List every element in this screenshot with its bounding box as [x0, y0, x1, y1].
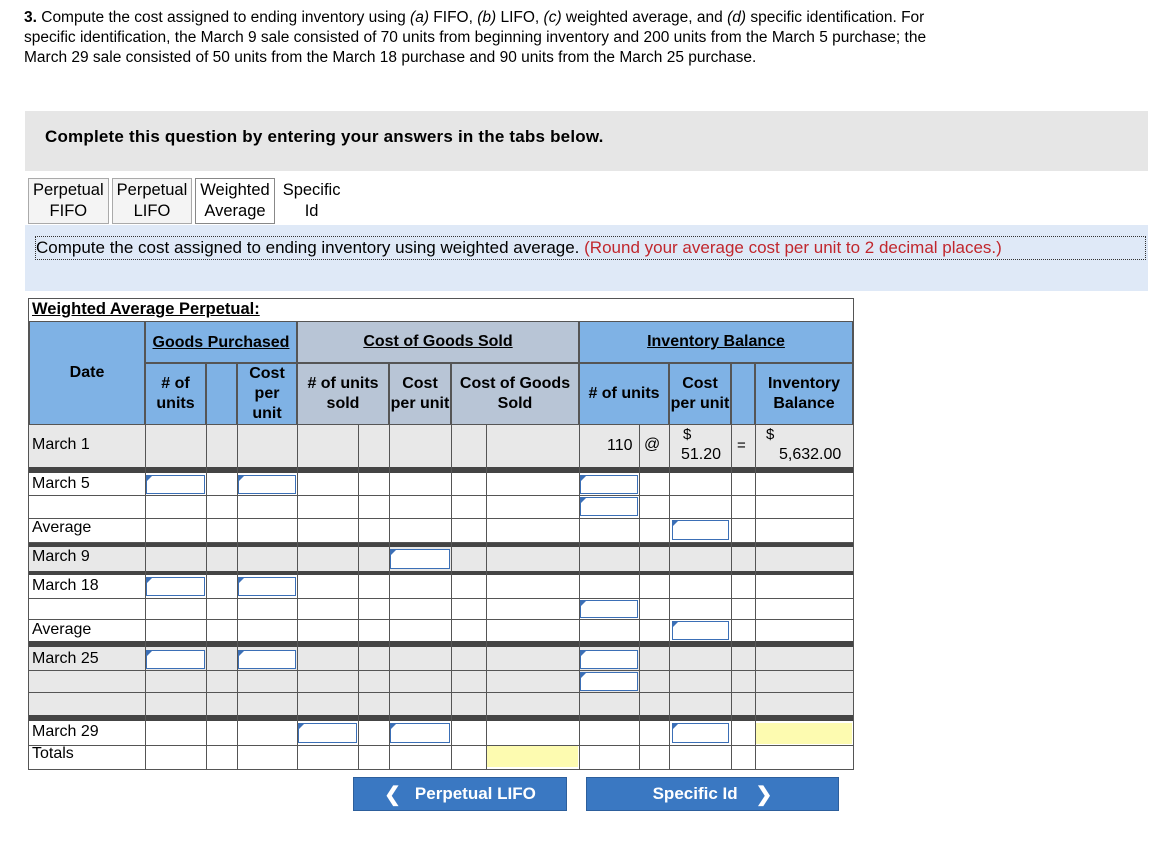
grid-line	[358, 425, 359, 769]
march1-cost-per-unit: 51.20	[681, 446, 722, 463]
ending-inventory-balance-output	[756, 723, 852, 744]
grid-line	[29, 598, 853, 599]
average-cost-per-unit-input-1[interactable]	[672, 520, 729, 540]
at-symbol: @	[644, 436, 661, 453]
grid-line	[639, 425, 640, 769]
row-label-march1: March 1	[32, 436, 90, 453]
next-tab-button[interactable]: Specific Id ❯	[586, 777, 839, 811]
grid-line	[206, 425, 207, 769]
grid-line	[669, 425, 670, 769]
col-inventory-cost-per-unit: Cost per unit	[669, 363, 731, 425]
header-inventory-balance: Inventory Balance	[579, 321, 853, 363]
grid-line	[486, 425, 487, 769]
march18-cost-per-unit-input[interactable]	[238, 577, 296, 596]
average-cost-per-unit-input-2[interactable]	[672, 621, 729, 640]
grid-line	[29, 745, 853, 746]
tab-instruction: Compute the cost assigned to ending inventory using weighted average. (Round your average cost per unit to 2 decimal places.)	[35, 236, 1146, 260]
chevron-right-icon: ❯	[755, 783, 773, 806]
col-inventory-balance: Inventory Balance	[755, 363, 853, 425]
header-goods-purchased: Goods Purchased	[145, 321, 297, 363]
grid-line	[29, 518, 853, 519]
tab-perpetual-fifo[interactable]: Perpetual FIFO	[28, 178, 109, 224]
march5-inventory-units-input-1[interactable]	[580, 475, 638, 494]
col-cost-of-goods-sold: Cost of Goods Sold	[451, 363, 579, 425]
march1-units: 110	[607, 437, 633, 454]
dollar-sign: $	[766, 426, 775, 443]
march18-units-input[interactable]	[146, 577, 205, 596]
question-text: 3. Compute the cost assigned to ending inventory using (a) FIFO, (b) LIFO, (c) weighted average, and (d) specific identification. For specific identification, the March 9 sale consisted of 70 units from beginning inventory and 200 units from the March 5 purchase; the March 29 sale consisted of 50 units from the March 18 purchase and 90 units from the March 25 purchase.	[24, 9, 927, 66]
total-cost-of-goods-sold-output	[487, 746, 578, 767]
grid-line	[297, 425, 298, 769]
col-spacer-1	[206, 363, 237, 425]
equals-sign: =	[737, 437, 746, 454]
grid-line	[755, 425, 756, 769]
col-units-purchased: # of units	[145, 363, 206, 425]
march29-inventory-cost-per-unit-input[interactable]	[672, 723, 729, 743]
row-label-march9: March 9	[32, 548, 90, 565]
march25-units-input[interactable]	[146, 650, 205, 669]
march25-cost-per-unit-input[interactable]	[238, 650, 296, 669]
col-spacer-2	[731, 363, 755, 425]
march25-inventory-units-input-2[interactable]	[580, 672, 638, 691]
tab-specific-id[interactable]: Specific Id	[282, 181, 341, 220]
row-march1	[29, 425, 853, 467]
march5-inventory-units-input-2[interactable]	[580, 497, 638, 516]
march18-inventory-units-input[interactable]	[580, 600, 638, 618]
march29-units-sold-input[interactable]	[298, 723, 357, 743]
row-label-march5: March 5	[32, 475, 90, 492]
grid-line	[29, 692, 853, 693]
col-cost-per-unit-sold: Cost per unit	[389, 363, 451, 425]
tab-weighted-average[interactable]: Weighted Average	[195, 178, 274, 224]
row-label-totals: Totals	[32, 745, 74, 762]
march9-cost-per-unit-sold-input[interactable]	[390, 549, 450, 569]
march5-units-input[interactable]	[146, 475, 205, 494]
row-label-average: Average	[32, 621, 92, 638]
col-cost-per-unit-purchased: Cost per unit	[237, 363, 297, 425]
col-units-sold: # of units sold	[297, 363, 389, 425]
row-label-march29: March 29	[32, 723, 99, 740]
march29-cost-per-unit-sold-input[interactable]	[390, 723, 450, 743]
row-label-average: Average	[32, 519, 92, 536]
col-date: Date	[29, 321, 145, 425]
chevron-left-icon: ❮	[384, 783, 401, 806]
dollar-sign: $	[683, 426, 692, 443]
instructions-banner: Complete this question by entering your answers in the tabs below.	[25, 111, 1148, 171]
prev-tab-button[interactable]: ❮ Perpetual LIFO	[353, 777, 567, 811]
col-inventory-units: # of units	[579, 363, 669, 425]
weighted-average-table	[28, 298, 854, 770]
row-label-march18: March 18	[32, 577, 99, 594]
grid-line	[731, 425, 732, 769]
grid-line	[389, 425, 390, 769]
grid-line	[29, 670, 853, 671]
row-label-march25: March 25	[32, 650, 99, 667]
table-title: Weighted Average Perpetual:	[32, 300, 260, 318]
march25-inventory-units-input-1[interactable]	[580, 650, 638, 669]
tab-panel	[25, 225, 1148, 291]
grid-line	[451, 425, 452, 769]
march1-inventory-balance: 5,632.00	[779, 446, 842, 463]
march5-cost-per-unit-input[interactable]	[238, 475, 296, 494]
header-cost-of-goods-sold: Cost of Goods Sold	[297, 321, 579, 363]
tab-perpetual-lifo[interactable]: Perpetual LIFO	[112, 178, 193, 224]
grid-line	[29, 619, 853, 620]
grid-line	[29, 495, 853, 496]
answer-tabs	[28, 178, 348, 224]
